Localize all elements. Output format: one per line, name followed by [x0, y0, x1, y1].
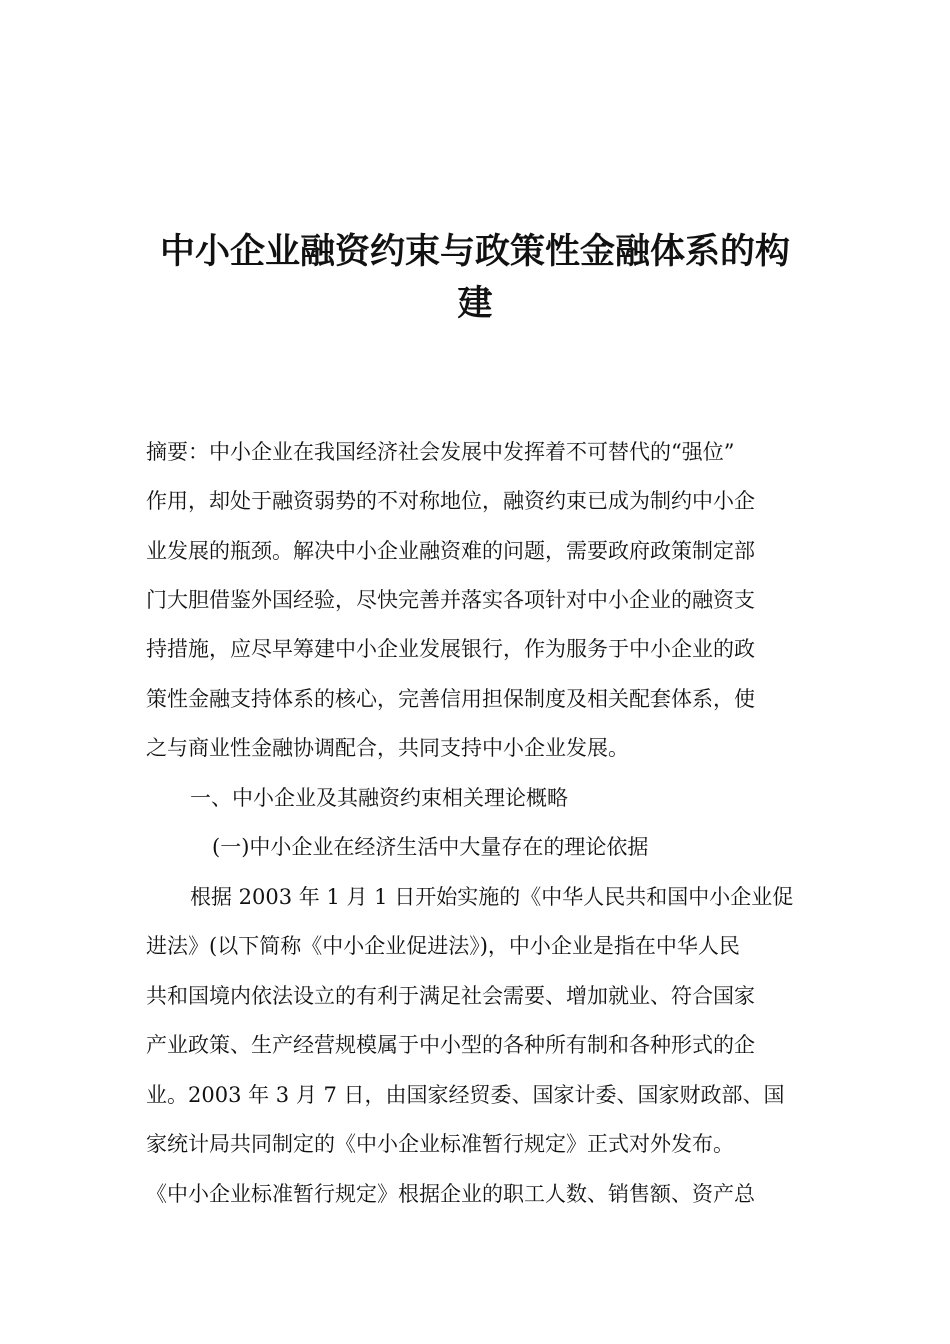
abstract-line: 作用，却处于融资弱势的不对称地位，融资约束已成为制约中小企 [146, 489, 755, 513]
abstract-line: 摘要：中小企业在我国经济社会发展中发挥着不可替代的“强位” [146, 440, 735, 464]
abstract-line: 持措施，应尽早筹建中小企业发展银行，作为服务于中小企业的政 [146, 637, 755, 661]
body-line: 家统计局共同制定的《中小企业标准暂行规定》正式对外发布。 [146, 1132, 734, 1156]
body-line: 共和国境内依法设立的有利于满足社会需要、增加就业、符合国家 [146, 984, 755, 1008]
body-line: 业。2003 年 3 月 7 日，由国家经贸委、国家计委、国家财政部、国 [146, 1083, 785, 1107]
body-line: 根据 2003 年 1 月 1 日开始实施的《中华人民共和国中小企业促 [190, 885, 794, 909]
body-line: 产业政策、生产经营规模属于中小型的各种所有制和各种形式的企 [146, 1033, 755, 1057]
title-line-1: 中小企业融资约束与政策性金融体系的构 [159, 231, 790, 272]
body-line: 《中小企业标准暂行规定》根据企业的职工人数、销售额、资产总 [146, 1182, 755, 1206]
body-line: 进法》(以下简称《中小企业促进法》)，中小企业是指在中华人民 [146, 934, 740, 958]
section-heading: 一、中小企业及其融资约束相关理论概略 [190, 786, 568, 810]
subsection-heading: (一)中小企业在经济生活中大量存在的理论依据 [212, 835, 649, 859]
abstract-line: 策性金融支持体系的核心，完善信用担保制度及相关配套体系，使 [146, 687, 755, 711]
abstract-line: 门大胆借鉴外国经验，尽快完善并落实各项针对中小企业的融资支 [146, 588, 755, 612]
abstract-line: 之与商业性金融协调配合，共同支持中小企业发展。 [146, 736, 629, 760]
document-title [146, 226, 804, 330]
abstract-line: 业发展的瓶颈。解决中小企业融资难的问题，需要政府政策制定部 [146, 539, 755, 563]
title-line-2: 建 [457, 283, 493, 324]
